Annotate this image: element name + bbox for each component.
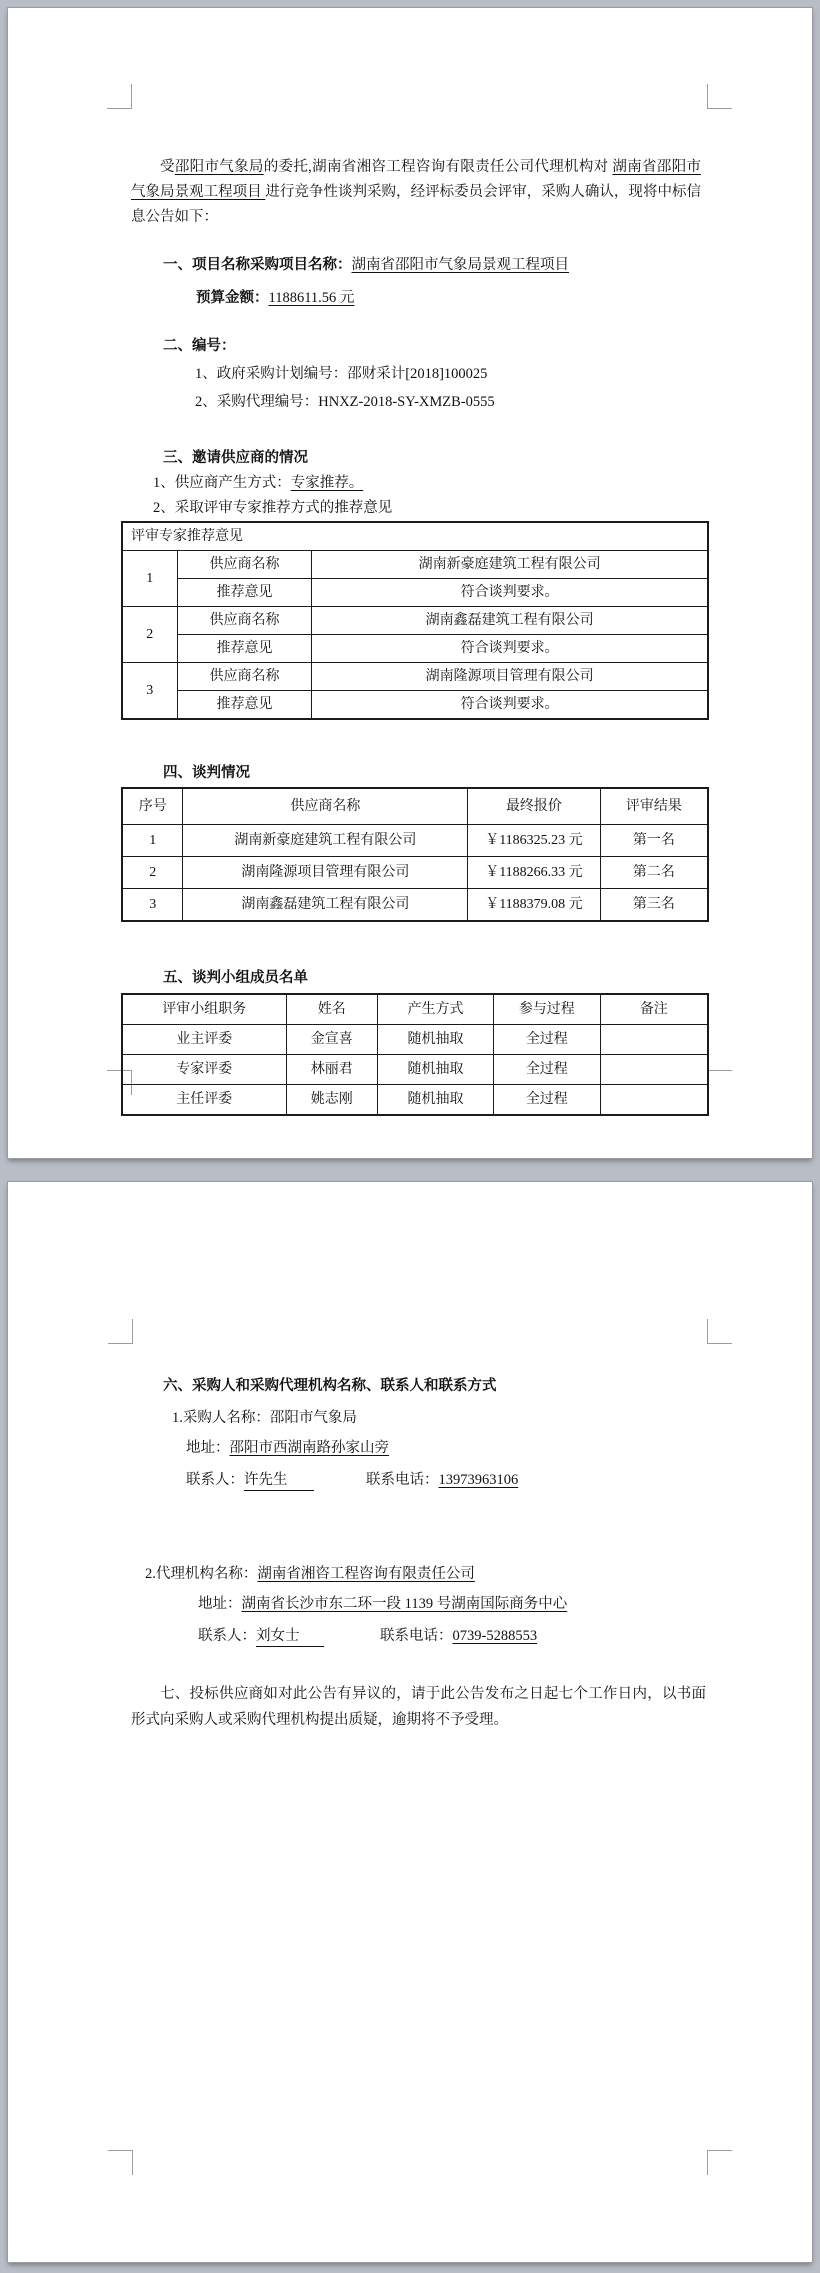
opinion-label-cell: 推荐意见 [177,579,312,607]
page-1[interactable] [8,8,812,1158]
table-cell: 2 [122,857,183,889]
budget-value: 1188611.56 元 [268,290,355,306]
agency-contact-value: 刘女士 [256,1626,324,1647]
agency-address-line [131,1588,706,1620]
buyer-name-label: 1.采购人名称： [172,1410,270,1426]
column-header: 序号 [122,788,183,825]
expert-recommendation-table [121,521,709,720]
text-boundary-mark-bottom-right [707,1070,732,1095]
table-row [122,691,708,720]
buyer-contact-value: 许先生 [244,1470,314,1491]
column-header: 评审结果 [600,788,708,825]
buyer-name-line [131,1404,706,1432]
text-boundary-mark-top-right [707,84,732,109]
column-header: 参与过程 [494,994,601,1025]
table-cell [600,1055,708,1085]
table-cell: 3 [122,889,183,922]
table-row [122,663,708,691]
table-row [122,889,708,922]
recommendation-item: 2、采取评审专家推荐方式的推荐意见 [153,500,393,516]
budget-label: 预算金额： [196,290,269,306]
column-header: 姓名 [286,994,377,1025]
agency-contact-label: 联系人： [198,1628,256,1644]
table-cell: ￥1188266.33 元 [468,857,600,889]
text-segment: 邵阳市气象局 [174,159,264,175]
project-name-value: 湖南省邵阳市气象局景观工程项目 [351,257,569,273]
text-boundary-mark-bottom-left [108,2150,133,2175]
buyer-address-label: 地址： [186,1440,230,1456]
opinion-label-cell: 推荐意见 [177,635,312,663]
table-cell: 随机抽取 [377,1055,493,1085]
table-cell: 随机抽取 [377,1085,493,1116]
buyer-address-value: 邵阳市西湖南路孙家山旁 [229,1440,389,1456]
supplier-name-cell: 湖南新豪庭建筑工程有限公司 [312,551,708,579]
table-header-row [122,788,708,825]
text-boundary-mark-top-right [707,1319,732,1344]
table-cell: 主任评委 [122,1085,286,1116]
page-2[interactable] [8,1182,812,2262]
agency-number-item: 2、采购代理编号：HNXZ-2018-SY-XMZB-0555 [195,394,495,410]
table-cell: 林丽君 [286,1055,377,1085]
supplier-name-cell: 湖南鑫磊建筑工程有限公司 [312,607,708,635]
table-row [122,635,708,663]
table-row [122,551,708,579]
text-segment: 湖南省邵阳市气象局景观工程项目 [131,159,702,200]
table-cell: 全过程 [494,1055,601,1085]
table-caption-row [122,522,708,551]
intro-paragraph [131,155,701,230]
agency-name-line [131,1560,706,1588]
table-cell: 随机抽取 [377,1025,493,1055]
text-segment: 进行竞争性谈判采购，经评标委员会评审，采购人确认，现将中标信息公告如下： [131,184,702,225]
row-number-cell: 3 [122,663,177,720]
buyer-address-line [131,1432,706,1464]
table-cell: 业主评委 [122,1025,286,1055]
column-header: 备注 [600,994,708,1025]
column-header: 最终报价 [468,788,600,825]
budget-line [131,285,706,311]
table-cell [600,1025,708,1055]
plan-number-item: 1、政府采购计划编号：邵财采计[2018]100025 [195,366,488,382]
supplier-label-cell: 供应商名称 [177,607,312,635]
row-number-cell: 1 [122,551,177,607]
agency-contact-line [131,1620,706,1652]
row-number-cell: 2 [122,607,177,663]
table-cell: 湖南隆源项目管理有限公司 [183,857,468,889]
supplier-name-cell: 湖南隆源项目管理有限公司 [312,663,708,691]
text-boundary-mark-top-left [107,84,132,109]
opinion-value-cell: 符合谈判要求。 [312,579,708,607]
table-cell: 湖南新豪庭建筑工程有限公司 [183,825,468,857]
agency-name-label: 2.代理机构名称： [145,1566,258,1582]
table-cell: 金宣喜 [286,1025,377,1055]
buyer-contact-line [131,1464,706,1496]
section-2-heading: 二、编号： [163,338,236,354]
buyer-name-value: 邵阳市气象局 [269,1410,357,1426]
text-segment: 的委托,湖南省湘咨工程咨询有限责任公司代理机构对 [263,159,613,175]
text-boundary-mark-top-left [108,1319,133,1344]
table-cell: 第一名 [600,825,708,857]
table-row [122,857,708,889]
text-segment: 受 [160,159,175,175]
buyer-contact-label: 联系人： [186,1472,244,1488]
page-1-content [131,8,706,1116]
negotiation-result-table [121,787,709,922]
section-7-paragraph: 七、投标供应商如对此公告有异议的，请于此公告发布之日起七个工作日内，以书面形式向采购人或采购代理机构提出质疑，逾期将不予受理。 [131,1686,706,1728]
buyer-phone-value: 13973963106 [438,1472,519,1488]
negotiation-panel-table [121,993,709,1116]
opinion-value-cell: 符合谈判要求。 [312,691,708,720]
section-6-heading: 六、采购人和采购代理机构名称、联系人和联系方式 [163,1378,497,1394]
agency-name-value: 湖南省湘咨工程咨询有限责任公司 [257,1566,475,1582]
table-cell [600,1085,708,1116]
table-row [122,825,708,857]
section-3-heading: 三、邀请供应商的情况 [163,450,308,466]
table-cell: 第二名 [600,857,708,889]
table-row [122,607,708,635]
table-cell: 1 [122,825,183,857]
column-header: 产生方式 [377,994,493,1025]
supplier-source-value: 专家推荐。 [290,475,364,491]
opinion-label-cell: 推荐意见 [177,691,312,720]
table-cell: 全过程 [494,1025,601,1055]
table-cell: 湖南鑫磊建筑工程有限公司 [183,889,468,922]
table-caption: 评审专家推荐意见 [122,522,708,551]
column-header: 评审小组职务 [122,994,286,1025]
table-cell: 专家评委 [122,1055,286,1085]
agency-phone-label: 联系电话： [380,1628,453,1644]
opinion-value-cell: 符合谈判要求。 [312,635,708,663]
buyer-phone-label: 联系电话： [366,1472,439,1488]
section-1-label: 一、项目名称采购项目名称： [163,257,352,273]
table-cell: ￥1188379.08 元 [468,889,600,922]
column-header: 供应商名称 [183,788,468,825]
table-cell: 全过程 [494,1085,601,1116]
text-boundary-mark-bottom-right [707,2150,732,2175]
table-row [122,579,708,607]
page-2-content [131,1182,706,1733]
table-header-row [122,994,708,1025]
table-row [122,1085,708,1116]
table-cell: 姚志刚 [286,1085,377,1116]
table-row [122,1025,708,1055]
agency-phone-value: 0739-5288553 [452,1628,538,1644]
table-cell: 第三名 [600,889,708,922]
supplier-source-label: 1、供应商产生方式： [153,475,291,491]
supplier-source-item [131,471,706,496]
supplier-label-cell: 供应商名称 [177,663,312,691]
agency-address-value: 湖南省长沙市东二环一段 1139 号湖南国际商务中心 [241,1596,568,1612]
table-row [122,1055,708,1085]
section-1-heading [131,252,706,278]
section-4-heading: 四、谈判情况 [163,765,250,781]
agency-address-label: 地址： [198,1596,242,1612]
section-5-heading: 五、谈判小组成员名单 [163,970,308,986]
table-cell: ￥1186325.23 元 [468,825,600,857]
supplier-label-cell: 供应商名称 [177,551,312,579]
